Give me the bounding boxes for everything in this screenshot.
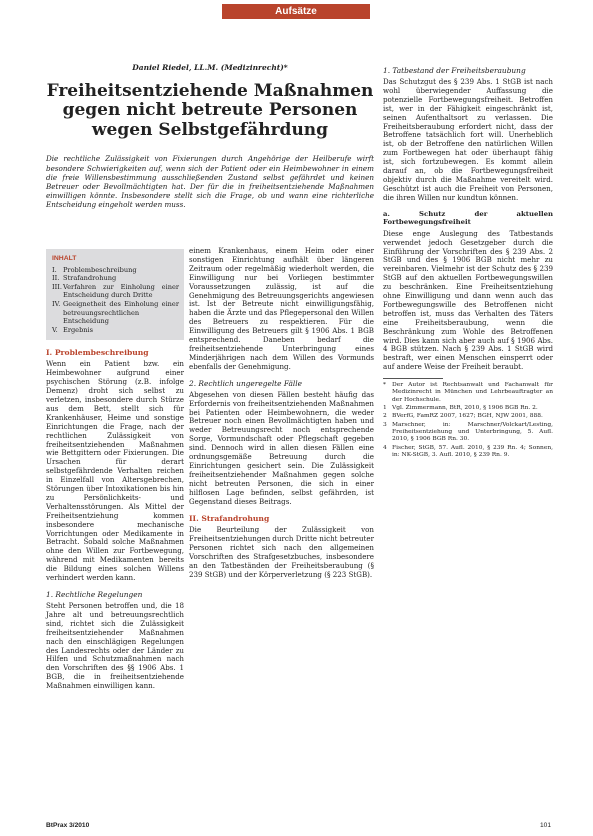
toc-item: IV. Geeignetheit des Einholung einer betreuungsrechtlichen Entscheidung	[52, 299, 179, 326]
toc-item: II. Strafandrohung	[52, 274, 117, 283]
body-paragraph: Die Beurteilung der Zulässigkeit von Freiheitsentziehungen durch Dritte nicht betreuter Personen richtet sich nach den allgemeinen Vorschriften des Strafgesetzbuches, insbesondere an den Tatbeständen der Freiheitsberaubung (§ 239 StGB) und der Körperverletzung (§ 223 StGB).	[189, 525, 374, 579]
right-column	[383, 66, 553, 460]
subsection-heading: 1. Rechtliche Regelungen	[46, 590, 143, 599]
article-title: Freiheitsentziehende Maßnahmen gegen nicht betreute Personen wegen Selbstgefährdung	[46, 80, 374, 140]
author-line: Daniel Riedel, LL.M. (Medizinrecht)*	[132, 63, 288, 72]
body-paragraph: einem Krankenhaus, einem Heim oder einer sonstigen Einrichtung aufhält über längeren Zeitraum oder regelmäßig wiederholt werden, die Einwilligung nur bei Vorliegen bestimmter Voraussetzungen zulässig, ist auf die Genehmigung des Betreuungsgerichts angewiesen ist. Ist der Betreute nicht einwilligungsfähig, haben die Ärzte und das Pflegepersonal den Willen des Betreuers zu respektieren. Für die Einwilligung des Betreuers gilt § 1906 Abs. 1 BGB entsprechend. Daneben bedarf die freiheitsentziehende Unterbringung eines Minderjährigen nach dem Willen des Vormunds ebenfalls der Genehmigung.	[189, 246, 374, 371]
body-paragraph: Diese enge Auslegung des Tatbestands verwendet jedoch Gesetzgeber durch die Einführung der Vorschriften des § 239 Abs. 2 StGB und des § 1906 BGB nicht mehr zu vereinbaren. Vielmehr ist der Schutz des § 239 StGB auf den aktuellen Fortbewegungswillen zu beschränken. Eine Freiheitsentziehung ohne Einwilligung und dann wenn auch das Fortbewegungswille des Betroffenen nicht betroffen ist, muss das Verhalten des Täters eine Freiheitsberaubung, wenn die Beschränkung zum Wohle des Betroffenen wird. Dies kann sich aber auch auf § 1906 Abs. 4 BGB stützen. Nach § 239 Abs. 1 StGB wird bestraft, wer einen Menschen einsperrt oder auf andere Weise der Freiheit beraubt.	[383, 228, 553, 372]
toc-title: INHALT	[52, 255, 77, 262]
left-column	[46, 249, 184, 694]
page-number: 101	[539, 822, 551, 829]
lead-paragraph: Die rechtliche Zulässigkeit von Fixierungen durch Angehörige der Heilberufe wirft besondere Schwierigkeiten auf, wenn sich der Patient oder ein Heimbewohner in einem die freie Willensbestimmung ausschließenden Zustand selbst gefährdet und keinen Betreuer oder Bevollmächtigten hat. Der für die in freiheitsentziehende Maßnahmen einwilligen könnte. Insbesondere stellt sich die Frage, ob und wann eine richterliche Entscheidung eingeholt werden muss.	[46, 154, 374, 210]
footnote: 4 Fischer, StGB, 57. Aufl. 2010, § 239 Rn. 4; Sonnen, in: NK-StGB, 3. Aufl. 2010, § 239 Rn. 9.	[383, 444, 553, 458]
title-block	[46, 64, 374, 210]
body-paragraph: Das Schutzgut des § 239 Abs. 1 StGB ist nach wohl überwiegender Auffassung die potenzielle Fortbewegungsfreiheit. Betroffen ist, wer in der Fähigkeit eingeschränkt ist, seinen Aufenthaltsort zu verlassen. Die Freiheitsberaubung erfordert nicht, dass der Betroffene tatsächlich fort will. Unerheblich ist, ob der Betroffene den natürlichen Willen zum Fortbewegen hat oder überhaupt fähig ist, sich fortzubewegen. Es kommt allein darauf an, ob die Fortbewegungsfreiheit objektiv durch die Maßnahme vereitelt wird. Geschützt ist auch die Freiheit von Personen, die ihren Willen nur kundtun können.	[383, 77, 553, 202]
footnote-divider	[383, 378, 443, 379]
subsection-heading: 2. Rechtlich ungeregelte Fälle	[189, 378, 303, 388]
section-label: Aufsätze	[222, 4, 370, 19]
toc-item: I. Problembeschreibung	[52, 265, 137, 274]
table-of-contents	[46, 249, 184, 340]
subsection-heading: 1. Tatbestand der Freiheitsberaubung	[383, 66, 526, 75]
footnote: * Der Autor ist Rechtsanwalt und Fachanwalt für Medizinrecht in München und Lehrbeauftragter an der Hochschule.	[383, 382, 553, 403]
footnote: 3 Marschner, in: Marschner/Volckart/Lesting, Freiheitsentziehung und Unterbringung, 5. Aufl. 2010, § 1906 BGB Rn. 30.	[383, 421, 553, 443]
footnote: 1 Vgl. Zimmermann, BtR, 2010, § 1906 BGB Rn. 2.	[383, 405, 538, 412]
section-heading: II. Strafandrohung	[189, 514, 270, 524]
footnote: 2 BVerfG, FamRZ 2007, 1627; BGH, NJW 2001, 888.	[383, 413, 543, 420]
middle-column	[189, 247, 374, 583]
section-heading: I. Problembeschreibung	[46, 348, 149, 358]
journal-footer: BtPrax 3/2010	[46, 822, 90, 829]
toc-item: III. Verfahren zur Einholung einer Entscheidung durch Dritte	[52, 282, 179, 300]
subsection-heading: a. Schutz der aktuellen Fortbewegungsfreiheit	[383, 209, 553, 227]
body-paragraph: Steht Personen betroffen und, die 18 Jahre alt und betreuungsrechtlich sind, richtet sich die Zulässigkeit freiheitsentziehender Maßnahmen nach den einschlägigen Regelungen des Landesrechts oder der Länder zu Hilfen und Schutzmaßnahmen nach den Vorschriften des §§ 1906 Abs. 1 BGB, die in freiheitsentziehende Maßnahmen einwilligen kann.	[46, 601, 184, 691]
toc-item: V. Ergebnis	[52, 325, 94, 334]
body-paragraph: Abgesehen von diesen Fällen besteht häufig das Erfordernis von freiheitsentziehenden Maßnahmen bei Patienten oder Heimbewohnern, die weder Betreuer noch einen Bevollmächtigten haben und weder Betreuungsrecht noch entsprechende Sorge, Vormundschaft oder Pflegschaft gegeben sind. Dennoch wird in allen diesen Fällen eine ordnungsgemäße Betreuung durch die Einrichtungen gesichert sein. Die Zulässigkeit freiheitsentziehender Maßnahmen gegen solche nicht betreuten Personen, die sich in einer hilflosen Lage befinden, selbst gefährden, ist Gegenstand dieses Beitrags.	[189, 389, 374, 506]
body-paragraph: Wenn ein Patient bzw. ein Heimbewohner aufgrund einer psychischen Störung (z.B. infolge Demenz) droht sich selbst zu verletzen, insbesondere durch Stürze aus dem Bett, stellt sich für Krankenhäuser, Heime und sonstige Einrichtungen die Frage, nach der rechtlichen Zulässigkeit von freiheitsentziehenden Maßnahmen wie Bettgittern oder Fixierungen. Die Ursachen für derart selbstgefährdende Verhalten reichen in Einzelfall von Altersgebrechen, Störungen über Intoxikationen bis hin zu Persönlichkeits- und Verhaltensstörungen. Als Mittel der Freiheitsentziehung kommen insbesondere mechanische Vorrichtungen oder Medikamente in Betracht. Sobald solche Maßnahmen ohne den Willen zur Fortbewegung, während mit Medikamenten bereits die Bildung eines solchen Willens verhindert werden kann.	[46, 359, 184, 583]
